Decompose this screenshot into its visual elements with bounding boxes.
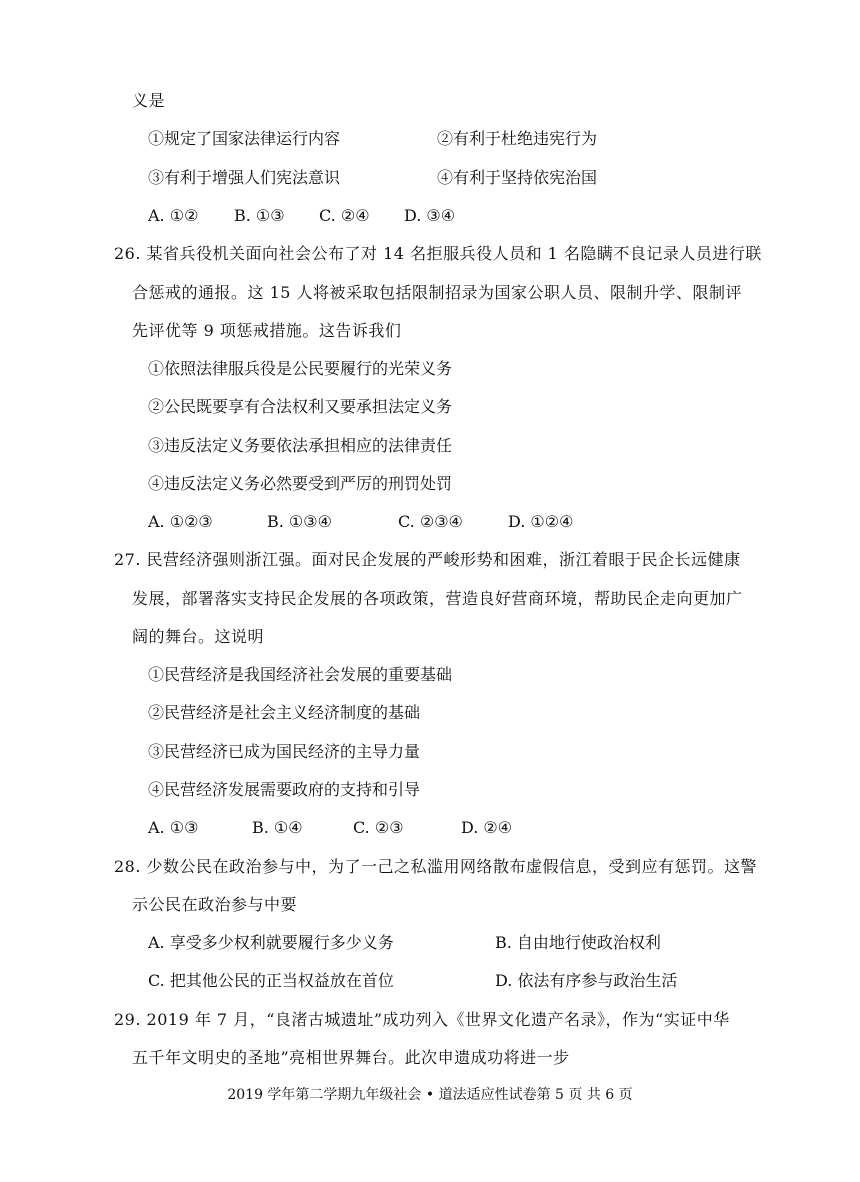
q26-statement-3: ③违反法定义务要依法承担相应的法律责任 bbox=[148, 436, 453, 455]
q27-statement-4: ④民营经济发展需要政府的支持和引导 bbox=[148, 780, 421, 799]
q29-stem-line-2: 五千年文明史的圣地”亮相世界舞台。此次申遗成功将进一步 bbox=[132, 1048, 570, 1067]
q25-statement-1: ①规定了国家法律运行内容 bbox=[148, 129, 341, 148]
q27-statement-2: ②民营经济是社会主义经济制度的基础 bbox=[148, 703, 421, 722]
q26-stem-line-3: 先评优等 9 项惩戒措施。这告诉我们 bbox=[132, 321, 402, 340]
q25-option-d: D. ③④ bbox=[404, 206, 456, 225]
q25-stem-continuation: 义是 bbox=[132, 91, 166, 110]
q27-statement-1: ①民营经济是我国经济社会发展的重要基础 bbox=[148, 665, 453, 684]
q26-option-a: A. ①②③ bbox=[148, 512, 213, 531]
q25-option-c: C. ②④ bbox=[319, 206, 370, 225]
q27-stem-line-3: 阔的舞台。这说明 bbox=[132, 627, 265, 646]
q25-option-b: B. ①③ bbox=[234, 206, 285, 225]
q26-option-b: B. ①③④ bbox=[267, 512, 332, 531]
q26-option-d: D. ①②④ bbox=[508, 512, 574, 531]
q28-stem-line-1: 28. 少数公民在政治参与中，为了一己之私滥用网络散布虚假信息，受到应有惩罚。这警 bbox=[114, 857, 758, 876]
q27-option-c: C. ②③ bbox=[353, 818, 404, 837]
q25-statement-2: ②有利于杜绝违宪行为 bbox=[437, 129, 598, 148]
q27-stem-line-1: 27. 民营经济强则浙江强。面对民企发展的严峻形势和困难，浙江着眼于民企长远健康 bbox=[114, 550, 741, 569]
q26-stem-line-1: 26. 某省兵役机关面向社会公布了对 14 名拒服兵役人员和 1 名隐瞒不良记录人员进行联 bbox=[114, 244, 762, 263]
q27-statement-3: ③民营经济已成为国民经济的主导力量 bbox=[148, 742, 421, 761]
q27-option-b: B. ①④ bbox=[252, 818, 303, 837]
q25-option-a: A. ①② bbox=[148, 206, 199, 225]
q27-stem-line-2: 发展，部署落实支持民企发展的各项政策，营造良好营商环境，帮助民企走向更加广 bbox=[132, 589, 743, 608]
q28-option-c: C. 把其他公民的正当权益放在首位 bbox=[148, 971, 394, 990]
q26-statement-2: ②公民既要享有合法权利又要承担法定义务 bbox=[148, 397, 453, 416]
q28-stem-line-2: 示公民在政治参与中要 bbox=[132, 895, 298, 914]
q28-option-d: D. 依法有序参与政治生活 bbox=[495, 971, 678, 990]
q26-statement-1: ①依照法律服兵役是公民要履行的光荣义务 bbox=[148, 359, 453, 378]
q27-option-a: A. ①③ bbox=[148, 818, 199, 837]
q26-stem-line-2: 合惩戒的通报。这 15 人将被采取包括限制招录为国家公职人员、限制升学、限制评 bbox=[132, 283, 743, 302]
q28-option-a: A. 享受多少权利就要履行多少义务 bbox=[148, 933, 394, 952]
q27-option-d: D. ②④ bbox=[461, 818, 513, 837]
q25-statement-3: ③有利于增强人们宪法意识 bbox=[148, 168, 341, 187]
q25-statement-4: ④有利于坚持依宪治国 bbox=[437, 168, 598, 187]
q29-stem-line-1: 29. 2019 年 7 月，“良渚古城遗址”成功列入《世界文化遗产名录》，作为“实证中华 bbox=[114, 1010, 730, 1029]
q26-statement-4: ④违反法定义务必然要受到严厉的刑罚处罚 bbox=[148, 474, 453, 493]
q26-option-c: C. ②③④ bbox=[398, 512, 463, 531]
q28-option-b: B. 自由地行使政治权利 bbox=[495, 933, 661, 952]
page-footer: 2019 学年第二学期九年级社会 • 道法适应性试卷第 5 页 共 6 页 bbox=[227, 1087, 633, 1103]
